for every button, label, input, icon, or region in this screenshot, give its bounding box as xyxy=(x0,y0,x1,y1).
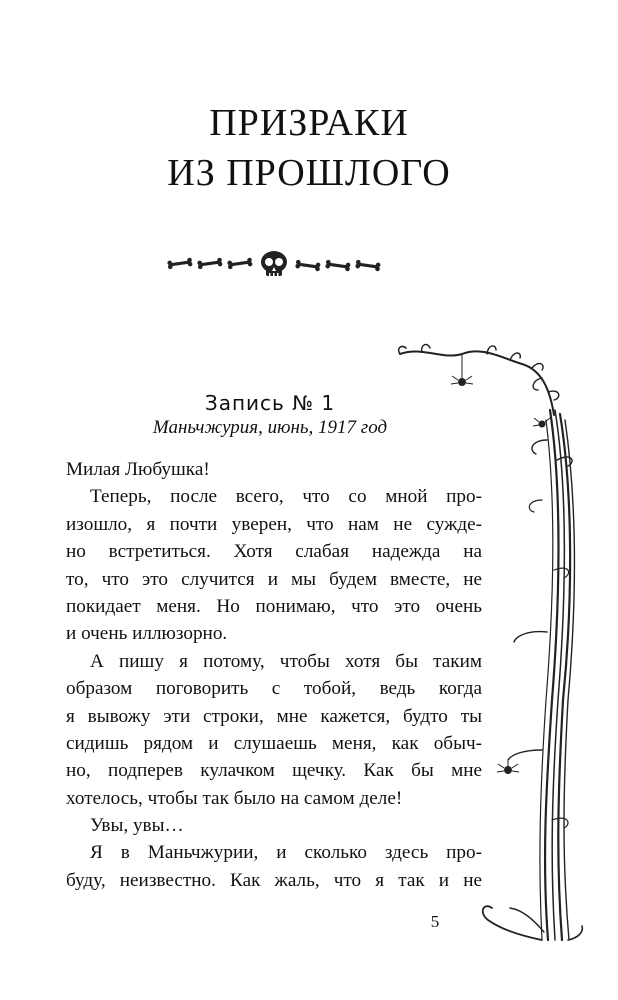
text-line: я вывожу эти строки, мне кажется, будто ты xyxy=(66,705,482,727)
text-line: покидает меня. Но понимаю, что это очень xyxy=(66,595,482,617)
text-line: хотелось, чтобы так было на самом деле! xyxy=(66,787,403,809)
entry-title: Запись № 1 xyxy=(204,391,336,415)
text-line: и очень иллюзорно. xyxy=(66,623,228,645)
text-line: изошло, я почти уверен, что нам не сужде- xyxy=(66,513,482,535)
bone-icon xyxy=(295,260,321,272)
text-line: Милая Любушка! xyxy=(66,459,210,480)
bone-icon xyxy=(167,257,193,269)
bone-icon xyxy=(197,257,223,269)
spider-icon xyxy=(451,354,473,386)
page-number: 5 xyxy=(430,912,440,931)
text-line: сидишь рядом и слушаешь меня, как обыч- xyxy=(66,732,482,754)
bone-icon xyxy=(227,257,253,269)
text-line: Увы, увы… xyxy=(90,815,184,837)
bone-icon xyxy=(355,260,381,272)
chapter-title-line-1: ПРИЗРАКИ xyxy=(209,102,409,144)
bone-skull-ornament xyxy=(163,250,385,278)
spider-icon xyxy=(497,760,519,774)
entry-subtitle: Маньчжурия, июнь, 1917 год xyxy=(152,417,388,438)
bone-icon xyxy=(325,260,351,272)
body-text xyxy=(66,456,482,894)
chapter-title xyxy=(0,98,618,198)
spider-icon xyxy=(533,418,550,428)
text-line: но встретиться. Хотя слабая надежда на xyxy=(66,541,482,563)
chapter-title-line-2: ИЗ ПРОШЛОГО xyxy=(167,152,451,194)
skull-icon xyxy=(261,251,287,277)
text-line: но, подперев кулачком щечку. Как бы мне xyxy=(66,760,482,782)
text-line: буду, неизвестно. Как жаль, что я так и не xyxy=(66,869,482,891)
text-line: Теперь, после всего, что со мной про- xyxy=(90,486,482,508)
text-line: А пишу я потому, чтобы хотя бы таким xyxy=(90,650,482,672)
text-line: образом поговорить с тобой, ведь когда xyxy=(66,678,482,700)
text-line: Я в Маньчжурии, и сколько здесь про- xyxy=(90,842,482,864)
text-line: то, что это случится и мы будем вместе, не xyxy=(66,568,482,590)
